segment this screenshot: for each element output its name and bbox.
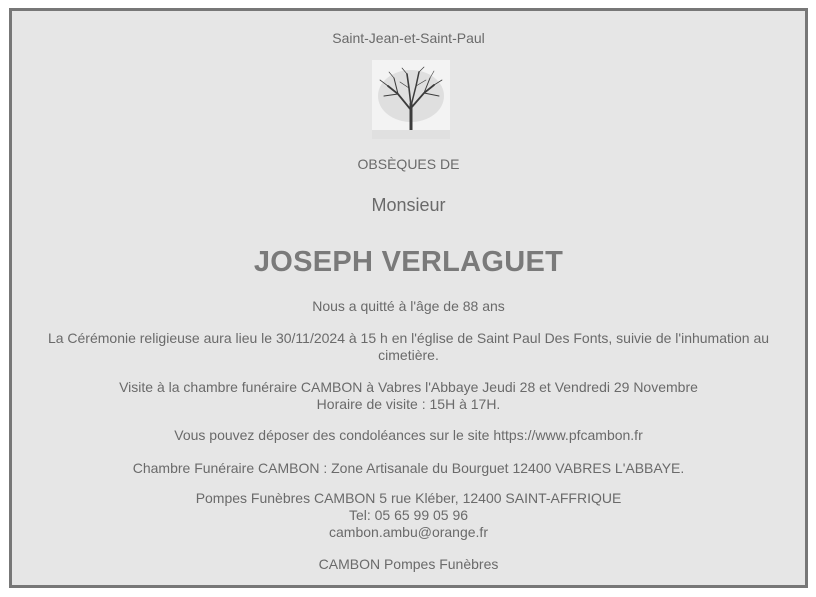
ceremony-text: La Cérémonie religieuse aura lieu le 30/11/2024 à 15 h en l'église de Saint Paul Des Fonts, suivie de l'inhumation au cimetière.: [47, 330, 770, 363]
condolences-text: Vous pouvez déposer des condoléances sur le site https://www.pfcambon.fr: [174, 427, 643, 443]
civility-title: Monsieur: [371, 195, 446, 215]
funeral-heading: OBSÈQUES DE: [357, 156, 460, 172]
location-text: Saint-Jean-et-Saint-Paul: [332, 30, 485, 46]
visit-dates-text: Visite à la chambre funéraire CAMBON à Vabres l'Abbaye Jeudi 28 et Vendredi 29 Novembre: [119, 379, 698, 395]
email-text: cambon.ambu@orange.fr: [329, 524, 488, 540]
signature-text: CAMBON Pompes Funèbres: [318, 556, 499, 572]
phone-text: Tel: 05 65 99 05 96: [348, 507, 469, 523]
visit-info: [12, 379, 805, 413]
age-text: Nous a quitté à l'âge de 88 ans: [312, 298, 505, 314]
tree-photo-icon: [372, 60, 450, 139]
deceased-name: JOSEPH VERLAGUET: [253, 246, 564, 278]
obituary-card: [9, 8, 808, 588]
company-contact: [12, 490, 805, 541]
company-address-text: Pompes Funèbres CAMBON 5 rue Kléber, 12400 SAINT-AFFRIQUE: [195, 490, 622, 506]
visit-hours-text: Horaire de visite : 15H à 17H.: [316, 396, 501, 412]
funeral-chamber-text: Chambre Funéraire CAMBON : Zone Artisanale du Bourguet 12400 VABRES L'ABBAYE.: [132, 460, 685, 476]
